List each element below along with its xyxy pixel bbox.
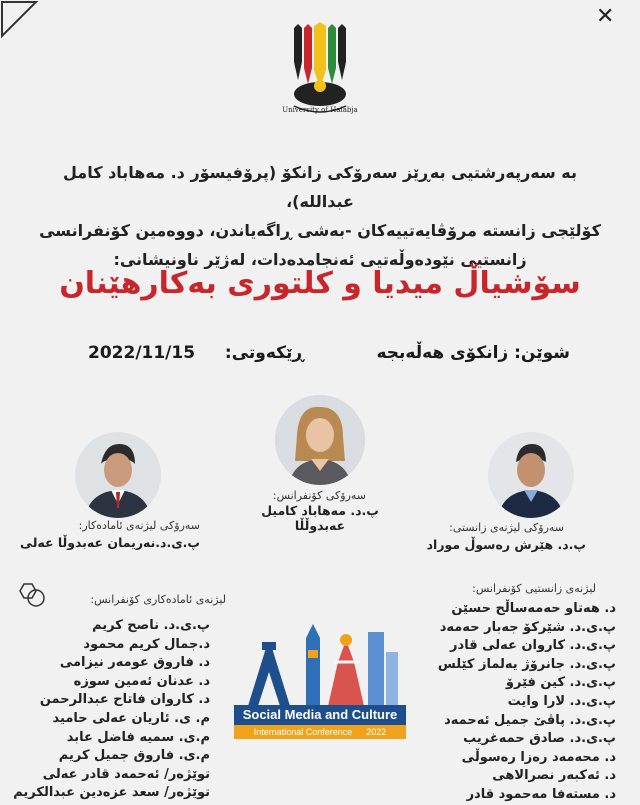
committee-member: پ.ی.د. لارا وایت: [507, 693, 616, 709]
committee-member: پ.ی.د. جانرۆژ یەلماز کێلس: [437, 656, 616, 672]
conference-banner: [234, 705, 406, 741]
committee-member: د. ئەکبەر نصرالاهی: [492, 768, 616, 784]
scientific-committee-list: [420, 600, 616, 805]
intro-line: بە سەرپەرشتیی بەڕێز سەرۆکی زانکۆ (پرۆفیسۆر د. مەهاباد کامل عبداللە)،: [63, 163, 577, 211]
committee-member: د. فاروق عومەر نیزامی: [59, 655, 210, 671]
banner-subtitle: International Conference: [253, 727, 353, 737]
committee-member: پ.ی.د. پاڤێ جمیل ئەحمەد: [444, 712, 616, 728]
conference-title: سۆشیاڵ میدیا و کلتوری بەکارهێنان: [59, 266, 581, 301]
scientific-committee-heading: لیژنەی زانستیی کۆنفرانس:: [472, 582, 596, 595]
committee-member: توێژەر/ سعد عزەدین عبدالکریم: [13, 785, 210, 801]
organizing-committee-list: [13, 617, 210, 803]
right-role: سەرۆکی لیژنەی زانستی:: [449, 521, 564, 534]
organizing-head-photo: [75, 432, 161, 518]
organizing-committee-heading: لیژنەی ئامادەکاری کۆنفرانس:: [90, 593, 226, 606]
committee-member: توێژەر/ ئەحمەد قادر عەلی: [42, 766, 210, 782]
committee-member: م.ی. فاروق جمیل کریم: [58, 748, 210, 764]
left-name: پ.ی.د.نەریمان عەبدوڵا عەلی: [20, 535, 200, 550]
intro-text: [30, 158, 610, 274]
committee-member: پ.ی.د. کین فێرۆ: [505, 675, 616, 691]
landmarks-illustration: [242, 622, 402, 706]
date-label: ڕێکەوتی:: [224, 343, 304, 363]
logo-text: University of Halabja: [282, 106, 358, 114]
intro-line: زانستیی نێودەوڵەتیی ئەنجامدەدات، لەژێر ناونیشانی:: [113, 250, 527, 269]
venue: شوێن: زانکۆی هەڵەبجە: [376, 343, 570, 363]
committee-member: د. هەتاو حەمەساڵح حسێن: [451, 601, 616, 616]
x-mark-decoration: ✕: [596, 4, 615, 29]
committee-member: پ.ی.د. صادق حمەغریب: [463, 731, 616, 747]
corner-triangle-decoration: [0, 0, 40, 40]
committee-member: م. ی. ئاریان عەلی حامید: [52, 710, 210, 726]
committee-member: پ.ی.د. شێرکۆ جەبار حەمەد: [439, 619, 616, 635]
center-name: پ.د. مەهاباد کامیل عەبدوڵڵا: [261, 503, 379, 533]
banner-year: 2022: [366, 727, 387, 737]
banner-title: Social Media and Culture: [234, 705, 406, 725]
right-name: پ.د. هێرش رەسوڵ موراد: [426, 537, 586, 552]
scientific-head-photo: [488, 432, 574, 518]
committee-member: د. محەمەد رەزا رەسوڵی: [461, 749, 616, 765]
committee-member: پ.ی.د. کاروان عەلی قادر: [450, 638, 616, 654]
committee-member: د. مستەفا مەحمود قادر: [466, 786, 616, 802]
committee-member: د. عدنان ئەمین سوزه: [73, 673, 210, 689]
intro-line: کۆلێجی زانستە مرۆڤایەتییەکان -بەشی ڕاگەیاندن، دووەمین کۆنفرانسی: [39, 221, 601, 240]
date-value: 2022/11/15: [88, 343, 196, 363]
committee-member: د. کاروان فاتاح عبدالرحمن: [39, 692, 210, 708]
banner-subtitle-bar: [234, 725, 406, 739]
committee-member: د.جمال کریم محمود: [83, 636, 210, 652]
center-role: سەرۆکی کۆنفرانس:: [272, 489, 366, 502]
left-role: سەرۆکی لیژنەی ئامادەکار:: [78, 519, 200, 532]
conference-chair-photo: [275, 395, 365, 485]
committee-member: پ.ی.د. ناصح کریم: [92, 618, 210, 633]
committee-member: م.ی. سمیه فاضل عابد: [66, 729, 210, 745]
